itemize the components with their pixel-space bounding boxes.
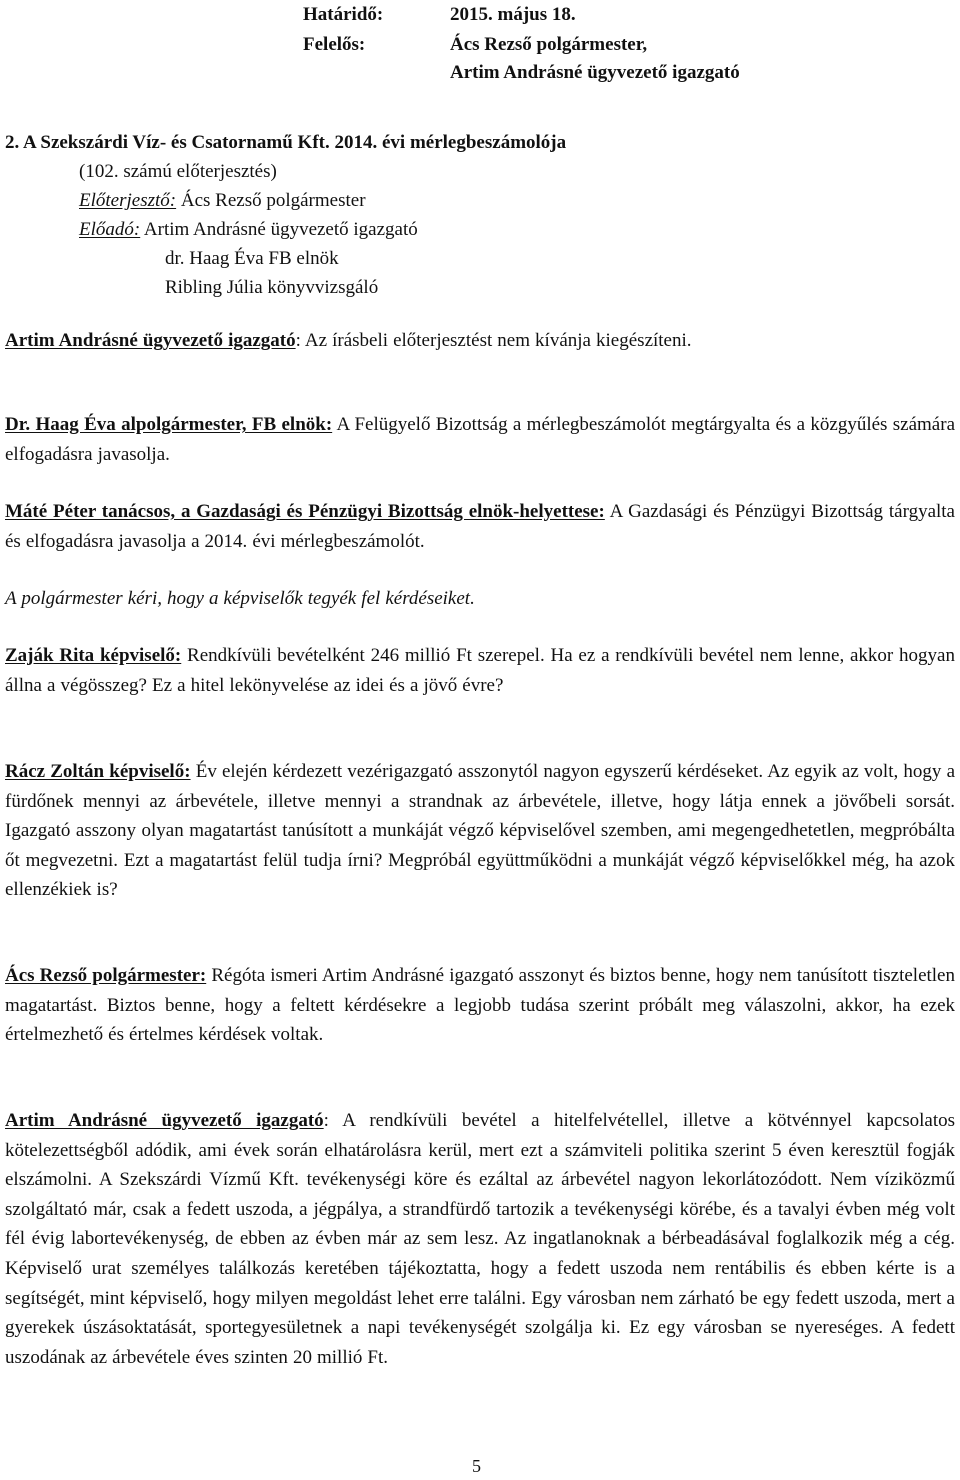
paragraph-7 [5, 961, 955, 1050]
responsible-1: Ács Rezső polgármester, [450, 34, 648, 55]
paragraph-8 [5, 1106, 955, 1372]
speaker-name: Artim Andrásné ügyvezető igazgató [5, 1110, 324, 1131]
presenter-label: Előterjesztő: [79, 190, 177, 211]
paragraph-text: Régóta ismeri Artim Andrásné igazgató asszonyt és biztos benne, hogy nem tanúsított tiszteletlen magatartást. Biztos benne, hogy a feltett kérdésekre a legjobb tudása szerint próbált meg válaszolni, akkor, ha ezek értelmezhető és értelmes kérdések voltak. [5, 965, 955, 1046]
presenter-line [79, 190, 366, 212]
agenda-item-number: (102. számú előterjesztés) [79, 161, 277, 182]
responsible-2: Artim Andrásné ügyvezető igazgató [450, 62, 740, 83]
paragraph-5 [5, 641, 955, 700]
speaker-name: Rácz Zoltán képviselő: [5, 761, 191, 782]
speaker-label: Előadó: [79, 219, 141, 240]
page-number: 5 [472, 1456, 481, 1476]
paragraph-text: A Gazdasági és Pénzügyi Bizottság tárgyalta és elfogadásra javasolja a 2014. évi mérlegbeszámolót. [5, 501, 955, 552]
responsible-label: Felelős: [303, 34, 366, 55]
speaker-value: Artim Andrásné ügyvezető igazgató [140, 219, 418, 240]
paragraph-3 [5, 497, 955, 556]
paragraph-text: : Az írásbeli előterjesztést nem kívánja kiegészíteni. [295, 330, 692, 351]
speaker-name: Ács Rezső polgármester: [5, 965, 207, 986]
paragraph-2 [5, 410, 955, 469]
paragraph-1 [5, 326, 955, 356]
presenter-value: Ács Rezső polgármester [176, 190, 366, 211]
deadline-label: Határidő: [303, 4, 384, 25]
paragraph-text: Év elején kérdezett vezérigazgató asszonytól nagyon egyszerű kérdéseket. Az egyik az volt, hogy a fürdőnek mennyi az árbevétele, illetve mennyi a strandnak az árbevétele, illetve, hogy látja ennek a jövőbeli sorsát. Igazgató asszony olyan magatartást tanúsított a munkáját végző képviselővel szemben, ami megengedhetetlen, megpróbálta őt megvezetni. Ezt a magatartást felül tudja írni? Megpróbál együttműködni a munkáját végző képviselőkkel még, ha azok ellenzékiek is? [5, 761, 955, 901]
agenda-item-title: 2. A Szekszárdi Víz- és Csatornamű Kft. 2014. évi mérlegbeszámolója [5, 132, 567, 153]
speaker-line [79, 219, 418, 241]
speaker-name: Máté Péter tanácsos, a Gazdasági és Pénzügyi Bizottság elnök-helyettese: [5, 501, 605, 522]
paragraph-text: A Felügyelő Bizottság a mérlegbeszámolót megtárgyalta és a közgyűlés számára elfogadásra javasolja. [5, 414, 955, 465]
speaker-name: Zaják Rita képviselő: [5, 645, 182, 666]
deadline-value: 2015. május 18. [450, 4, 576, 25]
speaker-name: Artim Andrásné ügyvezető igazgató [5, 330, 296, 351]
paragraph-text: A polgármester kéri, hogy a képviselők tegyék fel kérdéseiket. [5, 588, 475, 609]
paragraph-6 [5, 757, 955, 905]
paragraph-text: Rendkívüli bevételként 246 millió Ft szerepel. Ha ez a rendkívüli bevétel nem lenne, akkor hogyan állna a végösszeg? Ez a hitel lekönyvelése az idei és a jövő évre? [5, 645, 955, 696]
speaker-3: Ribling Júlia könyvvizsgáló [165, 277, 379, 298]
paragraph-4 [5, 584, 955, 614]
speaker-name: Dr. Haag Éva alpolgármester, FB elnök: [5, 414, 333, 435]
speaker-2: dr. Haag Éva FB elnök [165, 248, 339, 269]
paragraph-text: : A rendkívüli bevétel a hitelfelvétellel, illetve a kötvénnyel kapcsolatos kötelezettségből adódik, ami évek során elhatárolásra kerül, mert ezt a számviteli politika szerint 5 éven keresztül fogják elszámolni. A Szekszárdi Vízmű Kft. tevékenységi köre és ezáltal az árbevétel nagyon lekorlátozódott. Nem víziközmű szolgáltató már, csak a fedett uszoda, a jégpálya, a strandfürdő tartozik a tevékenységi körébe, és a tavalyi évben még volt fél évig labortevékenység, de ebben az évben már az sem lesz. Az ingatlanoknak a bérbeadásával foglalkozik még a cég. Képviselő urat személyes találkozás keretében tájékoztatta, hogy a fedett uszoda nem rentábilis és ebben kérte is a segítségét, mint képviselő, hogy milyen megoldást lehet erre találni. Egy városban nem zárható be egy fedett uszoda, mert a gyerekek úszásoktatását, sportegyesületnek a napi tevékenységét szolgálja ki. Ez egy városban se nyereséges. A fedett uszodának az árbevétele éves szinten 20 millió Ft. [5, 1110, 955, 1368]
